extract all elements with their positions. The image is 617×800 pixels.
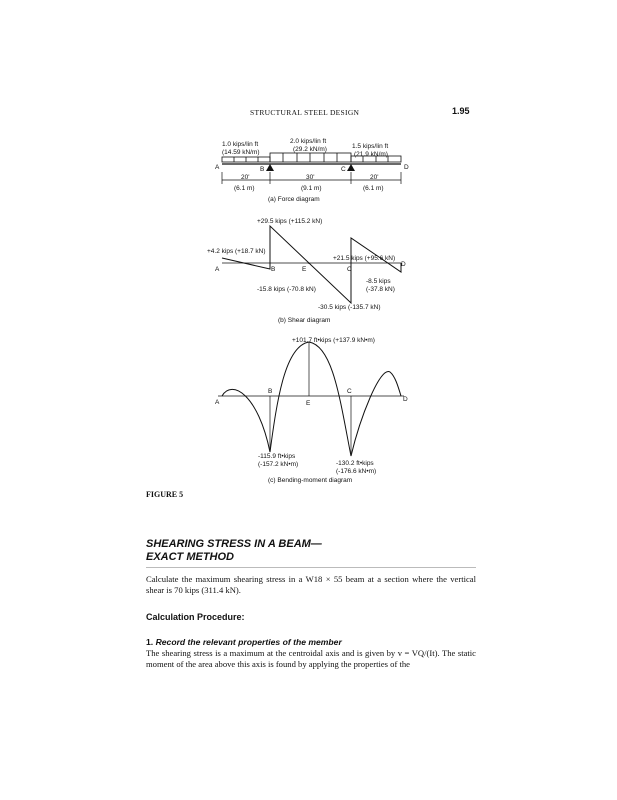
span-3-si: (6.1 m) [363,185,384,192]
section-title-line-1: SHEARING STRESS IN A BEAM— [146,538,322,550]
load-label-2-si: (29.2 kN/m) [293,146,327,153]
moment-curve [222,342,401,456]
point-b: B [260,166,265,173]
shear-label-a: +4.2 kips (+18.7 kN) [207,248,266,255]
moment-point-a: A [215,399,220,406]
span-1: 20' [241,174,250,181]
step-1-title: Record the relevant properties of the member [155,637,342,647]
span-2: 30' [306,174,315,181]
moment-diagram [215,337,408,484]
load-label-3-si: (21.9 kN/m) [354,151,388,158]
problem-statement: Calculate the maximum shearing stress in a W18 × 55 beam at a section where the vertical shear is 70 kips (311.4 kN). [146,574,476,595]
load-label-2: 2.0 kips/lin ft [290,138,327,145]
shear-label-c-left: -30.5 kips (-135.7 kN) [318,304,381,311]
shear-label-c-right: +21.5 kips (+95.6 kN) [333,255,396,262]
moment-point-c: C [347,388,352,395]
moment-point-d: D [403,396,408,403]
point-a: A [215,164,220,171]
moment-label-c-si: (-176.6 kN•m) [336,468,377,475]
shear-label-b-left: -15.8 kips (-70.8 kN) [257,286,316,293]
load-label-1-si: (14.59 kN/m) [222,149,260,156]
span-3: 20' [370,174,379,181]
moment-label-b-si: (-157.2 kN•m) [258,461,299,468]
moment-point-e: E [306,400,311,407]
shear-label-d-left: -8.5 kips [366,278,391,285]
support-c [347,164,355,171]
step-1-text: The shearing stress is a maximum at the centroidal axis and is given by v = VQ/(It). The static moment of the area above this axis is found by applying the properties of the [146,648,476,669]
section-title [146,538,476,568]
moment-caption: (c) Bending-moment diagram [268,477,353,484]
load-label-3: 1.5 kips/lin ft [352,143,389,150]
moment-label-b: -115.9 ft•kips [258,453,296,460]
shear-point-a: A [215,266,220,273]
point-c: C [341,166,346,173]
span-2-si: (9.1 m) [301,185,322,192]
moment-label-e: +101.7 ft•kips (+137.9 kN•m) [292,337,375,344]
support-b [266,164,274,171]
shear-label-b-right: +29.5 kips (+115.2 kN) [257,218,323,225]
shear-point-b: B [271,266,276,273]
shear-caption: (b) Shear diagram [278,317,331,324]
shear-diagram [207,218,406,324]
figure-label: FIGURE 5 [146,490,184,499]
shear-label-d-left-si: (-37.8 kN) [366,286,395,293]
running-head: STRUCTURAL STEEL DESIGN [250,108,360,117]
point-d: D [404,164,409,171]
load-label-1: 1.0 kips/lin ft [222,141,259,148]
procedure-heading: Calculation Procedure: [146,612,245,622]
shear-point-c: C [347,266,352,273]
section-title-line-2: EXACT METHOD [146,551,234,563]
span-1-si: (6.1 m) [234,185,255,192]
page-number: 1.95 [452,106,470,116]
moment-label-c: -130.2 ft•kips [336,460,374,467]
moment-point-b: B [268,388,273,395]
shear-point-e: E [302,266,307,273]
step-1-number: 1. [146,637,154,647]
force-diagram [215,138,409,203]
step-1-heading [146,637,342,647]
force-caption: (a) Force diagram [268,196,320,203]
shear-point-d: D [401,261,406,268]
